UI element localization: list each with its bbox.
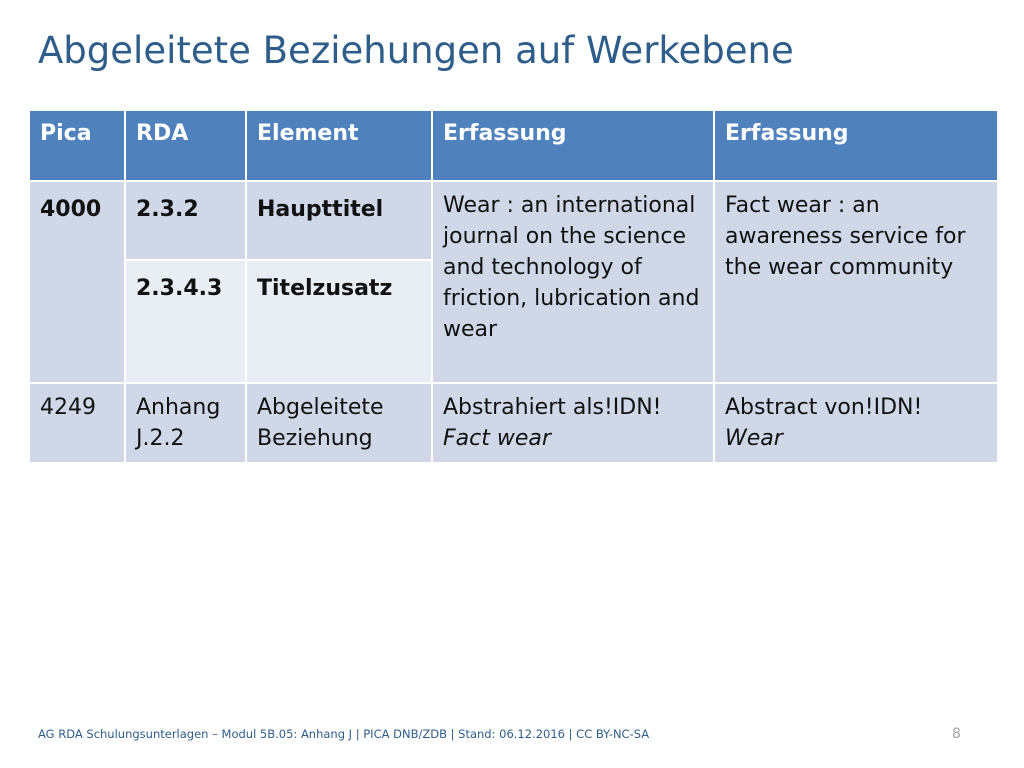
cell-pica-4000: 4000 <box>29 181 125 383</box>
table-row <box>29 383 998 463</box>
header-pica: Pica <box>29 110 125 181</box>
relations-table <box>28 109 999 464</box>
slide-footer: AG RDA Schulungsunterlagen – Modul 5B.05: Anhang J | PICA DNB/ZDB | Stand: 06.12.2016 | CC BY-NC-SA <box>38 727 650 741</box>
header-erfassung-1: Erfassung <box>432 110 714 181</box>
cell-rda-haupttitel: 2.3.2 <box>125 181 246 260</box>
header-element: Element <box>246 110 432 181</box>
page-number: 8 <box>952 726 961 742</box>
cell-element-titelzusatz: Titelzusatz <box>246 260 432 383</box>
cell-erfassung-1-relation <box>432 383 714 463</box>
relation-target-title: Wear <box>725 426 783 451</box>
relation-text: Abstract von!IDN! <box>725 395 923 420</box>
cell-element-abgeleitete: Abgeleitete Beziehung <box>246 383 432 463</box>
header-rda: RDA <box>125 110 246 181</box>
cell-erfassung-1-title: Wear : an international journal on the science and technology of friction, lubrication and wear <box>432 181 714 383</box>
cell-element-haupttitel: Haupttitel <box>246 181 432 260</box>
relation-target-title: Fact wear <box>443 426 551 451</box>
cell-pica-4249: 4249 <box>29 383 125 463</box>
table-row <box>29 181 998 260</box>
cell-erfassung-2-title: Fact wear : an awareness service for the wear community <box>714 181 998 383</box>
header-erfassung-2: Erfassung <box>714 110 998 181</box>
cell-rda-anhang: Anhang J.2.2 <box>125 383 246 463</box>
table-header-row <box>29 110 998 181</box>
slide-title: Abgeleitete Beziehungen auf Werkebene <box>38 29 794 72</box>
cell-rda-titelzusatz: 2.3.4.3 <box>125 260 246 383</box>
relation-text: Abstrahiert als!IDN! <box>443 395 662 420</box>
cell-erfassung-2-relation <box>714 383 998 463</box>
